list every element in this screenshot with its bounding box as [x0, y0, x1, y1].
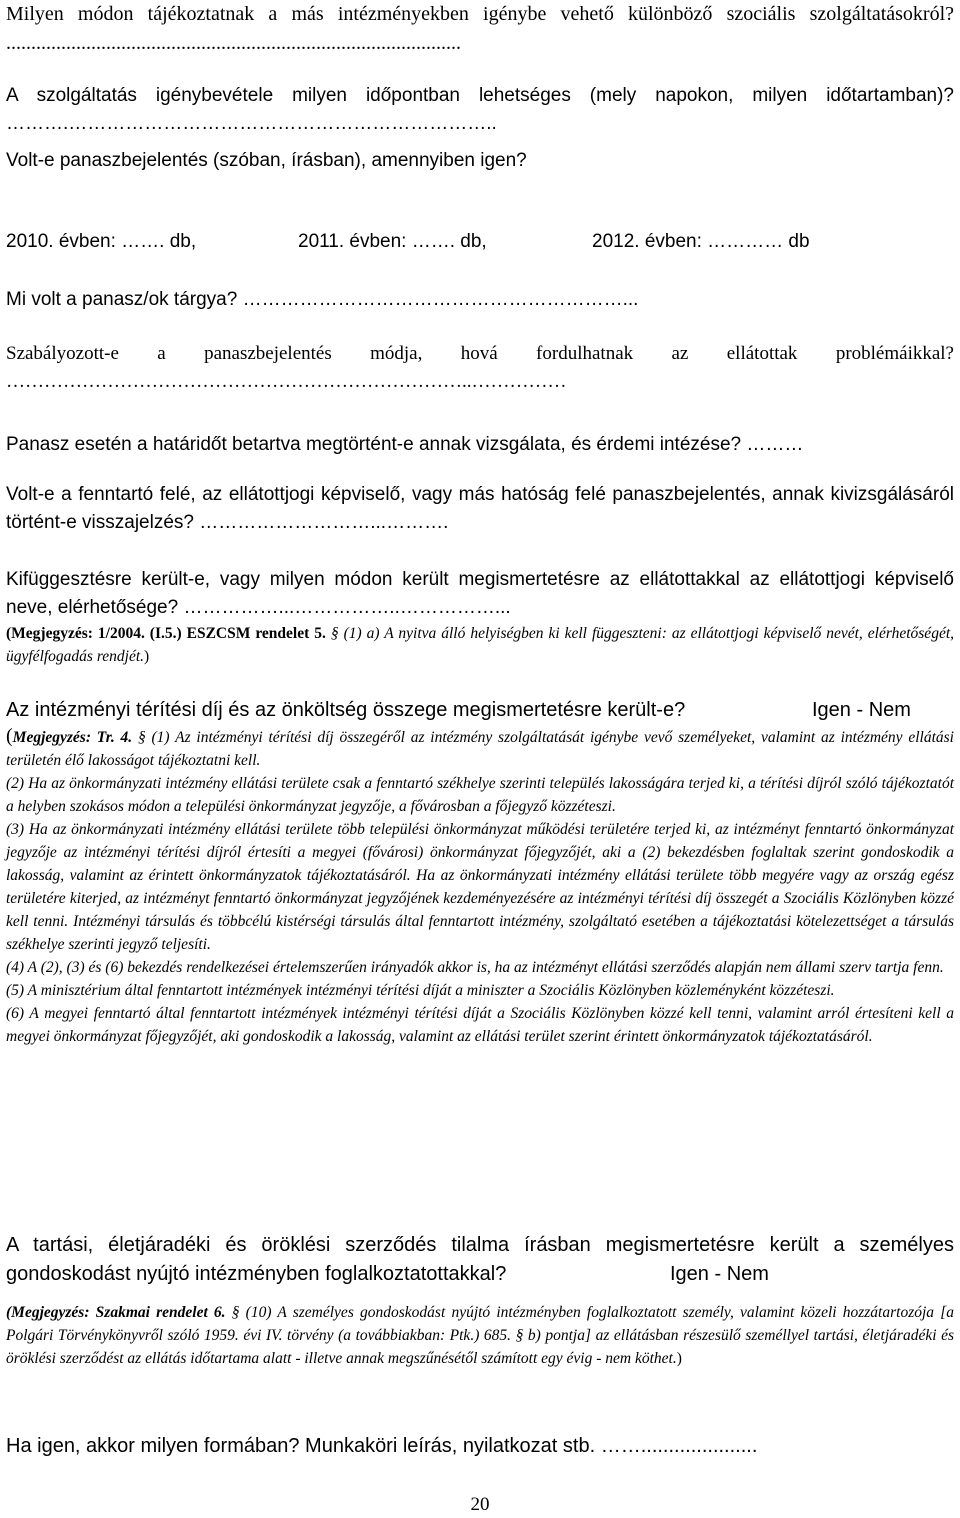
section-contract-prohibition — [6, 1231, 954, 1370]
note-paragraph-3: (3) Ha az önkormányzati intézmény ellátási területe több települési önkormányzat működési területére terjed ki, az intézményt fenntartó önkormányzat jegyzője az intézményi térítési díjról értesíti a megyei (fővárosi) önkormányzat főjegyzőjét, aki a (2) bekezdésben foglaltak szerint gondoskodik a lakosság, valamint az érintett önkormányzatok tájékoztatásáról. Ha az önkormányzati intézmény ellátási területe több megyére vagy az ország egész területére kiterjed, az intézményt fenntartó önkormányzat jegyzőjének kezdeményezésére az intézményi térítési díj összegét a Szociális Közlönyben közzé kell tenni. Intézményi társulás és többcélú kistérségi társulás által fenntartott intézmény, szolgáltató esetében a tájékoztatási kötelezettséget a társulás székhelye szerinti jegyző teljesíti. — [6, 821, 954, 953]
complaints-2010: 2010. évben: ……. db, — [6, 231, 197, 252]
complaints-2011: 2011. évben: ……. db, — [298, 231, 487, 252]
page-number: 20 — [470, 1494, 490, 1515]
note-reference: Megjegyzés: Tr. 4. — [12, 729, 133, 746]
question-complaint-deadline: Panasz esetén a határidőt betartva megtörtént-e annak vizsgálata, és érdemi intézése? ……… — [6, 434, 804, 455]
question-complaint-procedure: Szabályozott-e a panaszbejelentés módja, hová fordulhatnak az ellátottak problémáikkal? ………………………………………………………………..…………… — [6, 343, 954, 392]
note-reference: (Megjegyzés: Szakmai rendelet 6. — [6, 1304, 226, 1321]
question-advocate-posted: Kifüggesztésre került-e, vagy milyen módon került megismertetésre az ellátottakkal az ellátottjogi képviselő neve, elérhetősége? ……………...……………..……………... — [6, 569, 954, 618]
question-other-services-info: Milyen módon tájékoztatnak a más intézményekben igénybe vehető különböző szociális szolgáltatásokról? ........................................................................................... — [6, 3, 954, 54]
note-paragraph-2: (2) Ha az önkormányzati intézmény ellátási területe csak a fenntartó székhelye szerinti település lakosságára terjed ki, a térítési díjról szóló tájékoztatót a helyben szokásos módon a települési önkormányzat jegyzője, a fővárosban a főjegyző közzéteszi. — [6, 775, 954, 815]
question-contract-form: Ha igen, akkor milyen formában? Munkaköri leírás, nyilatkozat stb. ……..................... — [6, 1435, 758, 1457]
note-paragraph-5: (5) A minisztérium által fenntartott intézmények intézményi térítési díját a miniszter a Szociális Közlönyben közleményként közzéteszi. — [6, 982, 835, 999]
question-feedback-on-complaint: Volt-e a fenntartó felé, az ellátottjogi képviselő, vagy más hatóság felé panaszbejelentés, annak kivizsgálásáról történt-e visszajelzés? ………………………...………. — [6, 484, 954, 533]
answer-yes-no: Igen - Nem — [670, 1263, 769, 1285]
note-reference: (Megjegyzés: 1/2004. (I.5.) ESZCSM rendelet 5. — [6, 625, 326, 642]
note-paragraph-4: (4) A (2), (3) és (6) bekezdés rendelkezései értelemszerűen irányadók akkor is, ha az intézményt ellátási szerződés alapján nem állami szerv tartja fenn. — [6, 959, 944, 976]
question-fee-disclosure: Az intézményi térítési díj és az önköltség összege megismertetésre került-e? Igen - Nem — [6, 696, 954, 725]
question-service-availability: A szolgáltatás igénybevétele milyen időpontban lehetséges (mely napokon, milyen időtartamban)? ……….………………………………………………………….. — [6, 85, 954, 134]
complaints-2012: 2012. évben: ………… db — [592, 231, 810, 252]
note-text: § (1) a) A nyitva álló helyiségben ki kell függeszteni: az ellátottjogi képviselő nevét, elérhetőségét, ügyfélfogadás rendjét. — [6, 625, 954, 665]
question-contract-prohibition: A tartási, életjáradéki és öröklési szerződés tilalma írásban megismertetésre került a személyes gondoskodást nyújtó intézményben foglalkoztatottakkal? Igen - Nem — [6, 1231, 954, 1289]
section-fee-disclosure — [6, 696, 954, 1048]
note-fee-regulation: (Megjegyzés: Tr. 4. § (1) Az intézményi térítési díj összegéről az intézmény szolgáltatását igénybe vevő személyeket, valamint az intézmény ellátási területén élő lakosságot tájékoztatni kell. (2) Ha az önkormányzati intézmény ellátási területe csak a fenntartó székhelye szerinti település lakosságára terjed ki, a térítési díjról szóló tájékoztatót a helyben szokásos módon a települési önkormányzat jegyzője, a fővárosban a főjegyző közzéteszi. (3) Ha az önkormányzati intézmény ellátási területe több települési önkormányzat működési területére terjed ki, az intézményt fenntartó önkormányzat jegyzője az intézményi térítési díjról értesíti a megyei (fővárosi) önkormányzat főjegyzőjét, aki a (2) bekezdésben foglaltak szerint gondoskodik a lakosság, valamint az érintett önkormányzatok tájékoztatásáról. Ha az önkormányzati intézmény ellátási területe több megyére vagy az ország egész területére kiterjed, az intézményt fenntartó önkormányzat jegyzőjének kezdeményezésére az intézményi térítési díj összegét a Szociális Közlönyben közzé kell tenni. Intézményi társulás és többcélú kistérségi társulás által fenntartott intézmény, szolgáltató esetében a tájékoztatási kötelezettséget a társulás székhelye szerinti jegyző teljesíti. (4) A (2), (3) és (6) bekezdés rendelkezései értelemszerűen irányadók akkor is, ha az intézményt ellátási szerződés alapján nem állami szerv tartja fenn. (5) A minisztérium által fenntartott intézmények intézményi térítési díját a miniszter a Szociális Közlönyben közleményként közzéteszi. (6) A megyei fenntartó által fenntartott intézmények intézményi térítési díját a Szociális Közlönyben közzé kell tenni, valamint arról értesíteni kell a megyei önkormányzat főjegyzőjét, aki gondoskodik a lakosság, valamint az ellátási terület szerint érintett önkormányzatok tájékoztatásáról. — [6, 725, 954, 1048]
question-complaint-subject: Mi volt a panasz/ok tárgya? ……………………………………………………... — [6, 289, 639, 310]
note-paragraph-6: (6) A megyei fenntartó által fenntartott intézmények intézményi térítési díját a Szociális Közlönyben közzé kell tenni, valamint arról értesíteni kell a megyei önkormányzat főjegyzőjét, aki gondoskodik a lakosság, valamint az ellátási terület szerint érintett önkormányzatok tájékoztatásáról. — [6, 1005, 954, 1045]
question-complaint-filed: Volt-e panaszbejelentés (szóban, írásban), amennyiben igen? — [6, 150, 527, 171]
note-contract-regulation: (Megjegyzés: Szakmai rendelet 6. § (10) A személyes gondoskodást nyújtó intézményben foglalkoztatott személy, valamint közeli hozzátartozója [a Polgári Törvénykönyvről szóló 1959. évi IV. törvény (a továbbiakban: Ptk.) 685. § b) pontja] az ellátásban részesülő személlyel tartási, életjáradéki és öröklési szerződést az ellátás időtartama alatt - illetve annak megszűnésétől számított egy évig - nem köthet.) — [6, 1304, 954, 1367]
note-text: § (10) A személyes gondoskodást nyújtó intézményben foglalkoztatott személy, valamint közeli hozzátartozója [a Polgári Törvénykönyvről szóló 1959. évi IV. törvény (a továbbiakban: Ptk.) 685. § b) pontja] az ellátásban részesülő személlyel tartási, életjáradéki és öröklési szerződést az ellátás időtartama alatt - illetve annak megszűnésétől számított egy évig - nem köthet. — [6, 1304, 954, 1367]
section-advocate-posted — [6, 566, 954, 668]
note-advocate-regulation: (Megjegyzés: 1/2004. (I.5.) ESZCSM rendelet 5. § (1) a) A nyitva álló helyiségben ki kell függeszteni: az ellátottjogi képviselő nevét, elérhetőségét, ügyfélfogadás rendjét.) — [6, 625, 954, 665]
answer-yes-no: Igen - Nem — [812, 699, 911, 721]
